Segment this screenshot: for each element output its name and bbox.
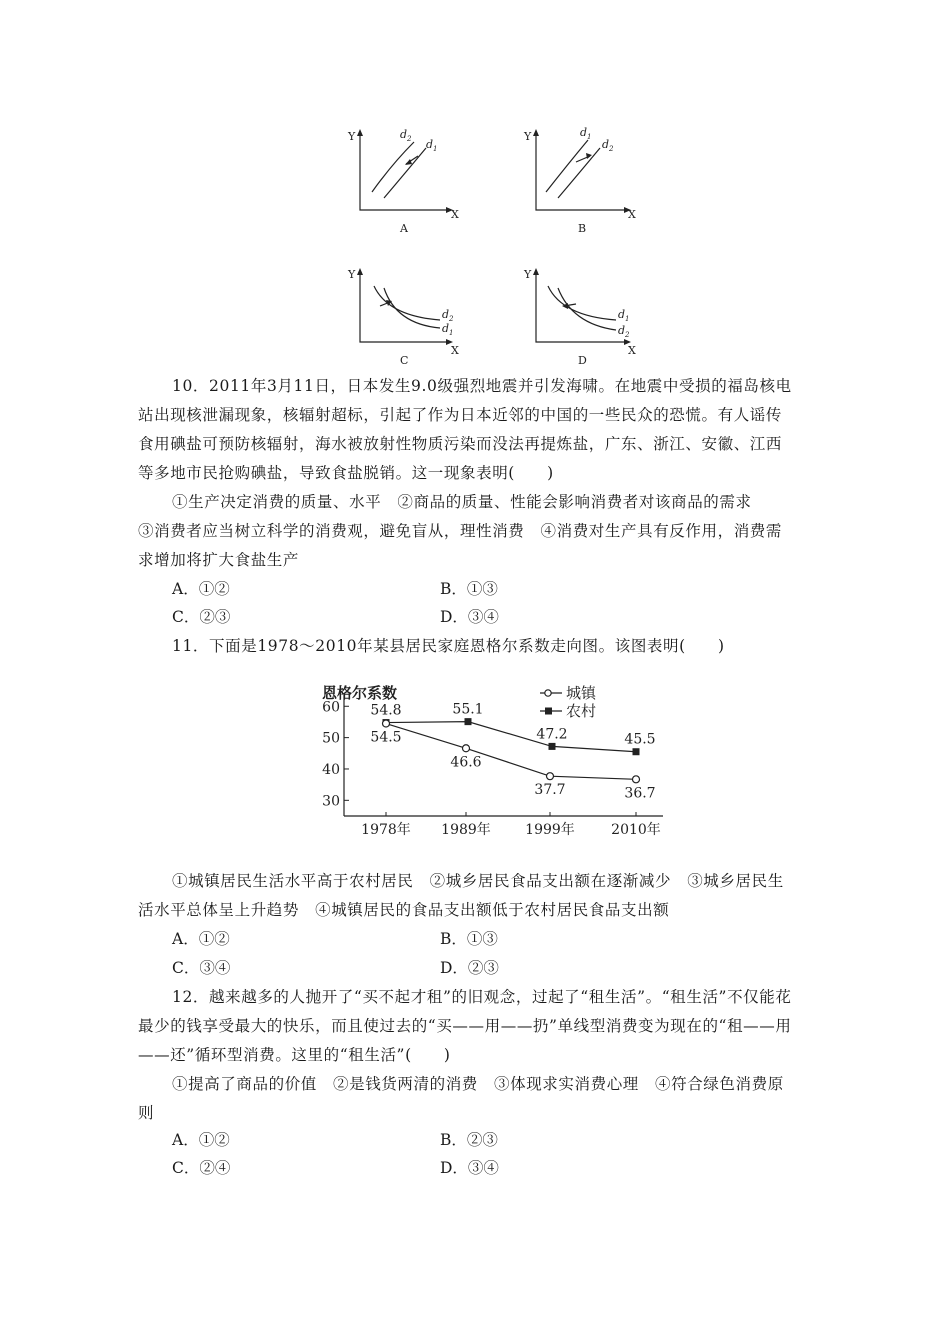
q10-option-a[interactable]: A．①② (172, 580, 230, 598)
panel-a-curve-d1 (384, 148, 426, 198)
panel-d-curve-d2 (558, 288, 616, 330)
q11-statement-2: 活水平总体呈上升趋势 ④城镇居民的食品支出额低于农村居民食品支出额 (138, 901, 670, 919)
chart-title: 恩格尔系数 (322, 684, 398, 702)
series-urban-point (633, 776, 640, 783)
panel-a-d2: $d_2$ (400, 128, 412, 143)
series-rural-point (465, 718, 472, 725)
series-urban-data-label: 54.5 (370, 729, 402, 746)
q10-line-4: 等多地市民抢购碘盐，导致食盐脱销。这一现象表明( ) (138, 464, 554, 482)
demand-curves-figure (330, 118, 650, 368)
q10-option-c[interactable]: C．②③ (172, 608, 231, 626)
chart-x-tick-label: 1978年 (361, 822, 411, 838)
panel-d-label: D (578, 354, 587, 367)
series-rural-data-label: 45.5 (624, 731, 656, 748)
q10-line-3: 食用碘盐可预防核辐射，海水被放射性物质污染而没法再提炼盐，广东、浙江、安徽、江西 (138, 435, 783, 453)
q12-statement-2: 则 (138, 1104, 155, 1122)
panel-a-label: A (400, 222, 408, 235)
q11-line-1: 11．下面是1978～2010年某县居民家庭恩格尔系数走向图。该图表明( ) (172, 637, 725, 655)
panel-b-d2: $d_2$ (602, 138, 614, 153)
panel-b-curve-d1 (546, 140, 588, 192)
series-urban-data-label: 36.7 (624, 785, 656, 802)
series-urban-line (386, 724, 636, 780)
panel-d-y-label: Y (524, 268, 532, 281)
q10-option-d[interactable]: D．③④ (440, 608, 499, 626)
panel-c-d1: $d_1$ (442, 322, 454, 337)
q10-statement-3: 求增加将扩大食盐生产 (138, 551, 300, 569)
q12-option-b[interactable]: B．②③ (440, 1131, 498, 1149)
legend-rural-marker (545, 708, 552, 715)
series-rural-line (386, 722, 636, 752)
series-urban-data-label: 46.6 (450, 754, 482, 771)
q11-option-a[interactable]: A．①② (172, 930, 230, 948)
panel-b-y-label: Y (524, 130, 532, 143)
series-urban-point (383, 720, 390, 727)
series-rural-data-label: 55.1 (452, 701, 484, 718)
panel-c-label: C (400, 354, 409, 367)
panel-a-d1: $d_1$ (426, 138, 438, 153)
panel-d-d2: $d_2$ (618, 324, 630, 339)
panel-d-axes (536, 273, 626, 342)
q12-option-a[interactable]: A．①② (172, 1131, 230, 1149)
q10-line-2: 站出现核泄漏现象，核辐射超标，引起了作为日本近邻的中国的一些民众的恐慌。有人谣传 (138, 406, 783, 424)
panel-c-d2: $d_2$ (442, 308, 454, 323)
q11-option-d[interactable]: D．②③ (440, 959, 499, 977)
q10-option-b[interactable]: B．①③ (440, 580, 498, 598)
panel-b-x-label: X (628, 208, 636, 221)
q12-line-3: ——还”循环型消费。这里的“租生活”( ) (138, 1046, 451, 1064)
q12-line-2: 最少的钱享受最大的快乐，而且使过去的“买——用——扔”单线型消费变为现在的“租——用 (138, 1017, 792, 1035)
chart-x-tick-label: 1999年 (525, 822, 575, 838)
series-rural-data-label: 54.8 (370, 702, 402, 719)
panel-c-axes (360, 273, 448, 342)
legend-rural-label: 农村 (566, 702, 597, 720)
series-rural-data-label: 47.2 (536, 726, 568, 743)
chart-y-tick-label: 50 (322, 730, 340, 747)
series-urban-point (463, 745, 470, 752)
series-urban-data-label: 37.7 (534, 782, 566, 799)
panel-b-d1: $d_1$ (580, 126, 592, 141)
legend-urban-marker (545, 690, 551, 696)
legend-urban-label: 城镇 (566, 684, 597, 702)
panel-d-x-label: X (628, 344, 636, 357)
q10-statement-1: ①生产决定消费的质量、水平 ②商品的质量、性能会影响消费者对该商品的需求 (172, 493, 752, 511)
chart-x-tick-label: 1989年 (441, 822, 491, 838)
chart-y-tick-label: 30 (322, 793, 340, 810)
panel-c-curve-d1 (384, 288, 440, 328)
q12-option-d[interactable]: D．③④ (440, 1159, 499, 1177)
panel-b-label: B (578, 222, 587, 235)
q10-line-1: 10．2011年3月11日，日本发生9.0级强烈地震并引发海啸。在地震中受损的福岛核电 (172, 377, 792, 395)
series-urban-point (547, 773, 554, 780)
q11-statement-1: ①城镇居民生活水平高于农村居民 ②城乡居民食品支出额在逐渐减少 ③城乡居民生 (172, 872, 784, 890)
q11-option-c[interactable]: C．③④ (172, 959, 231, 977)
series-rural-point (549, 743, 556, 750)
q11-option-b[interactable]: B．①③ (440, 930, 498, 948)
panel-c-x-label: X (451, 344, 459, 357)
engel-coefficient-chart (318, 676, 678, 842)
series-rural-point (633, 748, 640, 755)
q12-option-c[interactable]: C．②④ (172, 1159, 231, 1177)
q12-statement-1: ①提高了商品的价值 ②是钱货两清的消费 ③体现求实消费心理 ④符合绿色消费原 (172, 1075, 784, 1093)
q10-statement-2: ③消费者应当树立科学的消费观，避免盲从，理性消费 ④消费对生产具有反作用，消费需 (138, 522, 783, 540)
panel-a-y-label: Y (348, 130, 356, 143)
panel-a-x-label: X (451, 208, 459, 221)
panel-a-curve-d2 (372, 142, 414, 192)
q12-line-1: 12．越来越多的人抛开了“买不起才租”的旧观念，过起了“租生活”。“租生活”不仅能花 (172, 988, 792, 1006)
panel-b-curve-d2 (558, 148, 600, 198)
chart-y-tick-label: 60 (322, 699, 340, 716)
panel-c-y-label: Y (348, 268, 356, 281)
chart-y-tick-label: 40 (322, 761, 340, 778)
panel-d-curve-d1 (548, 286, 616, 320)
panel-d-d1: $d_1$ (618, 308, 630, 323)
panel-c-curve-d2 (374, 286, 440, 320)
chart-x-tick-label: 2010年 (611, 822, 661, 838)
